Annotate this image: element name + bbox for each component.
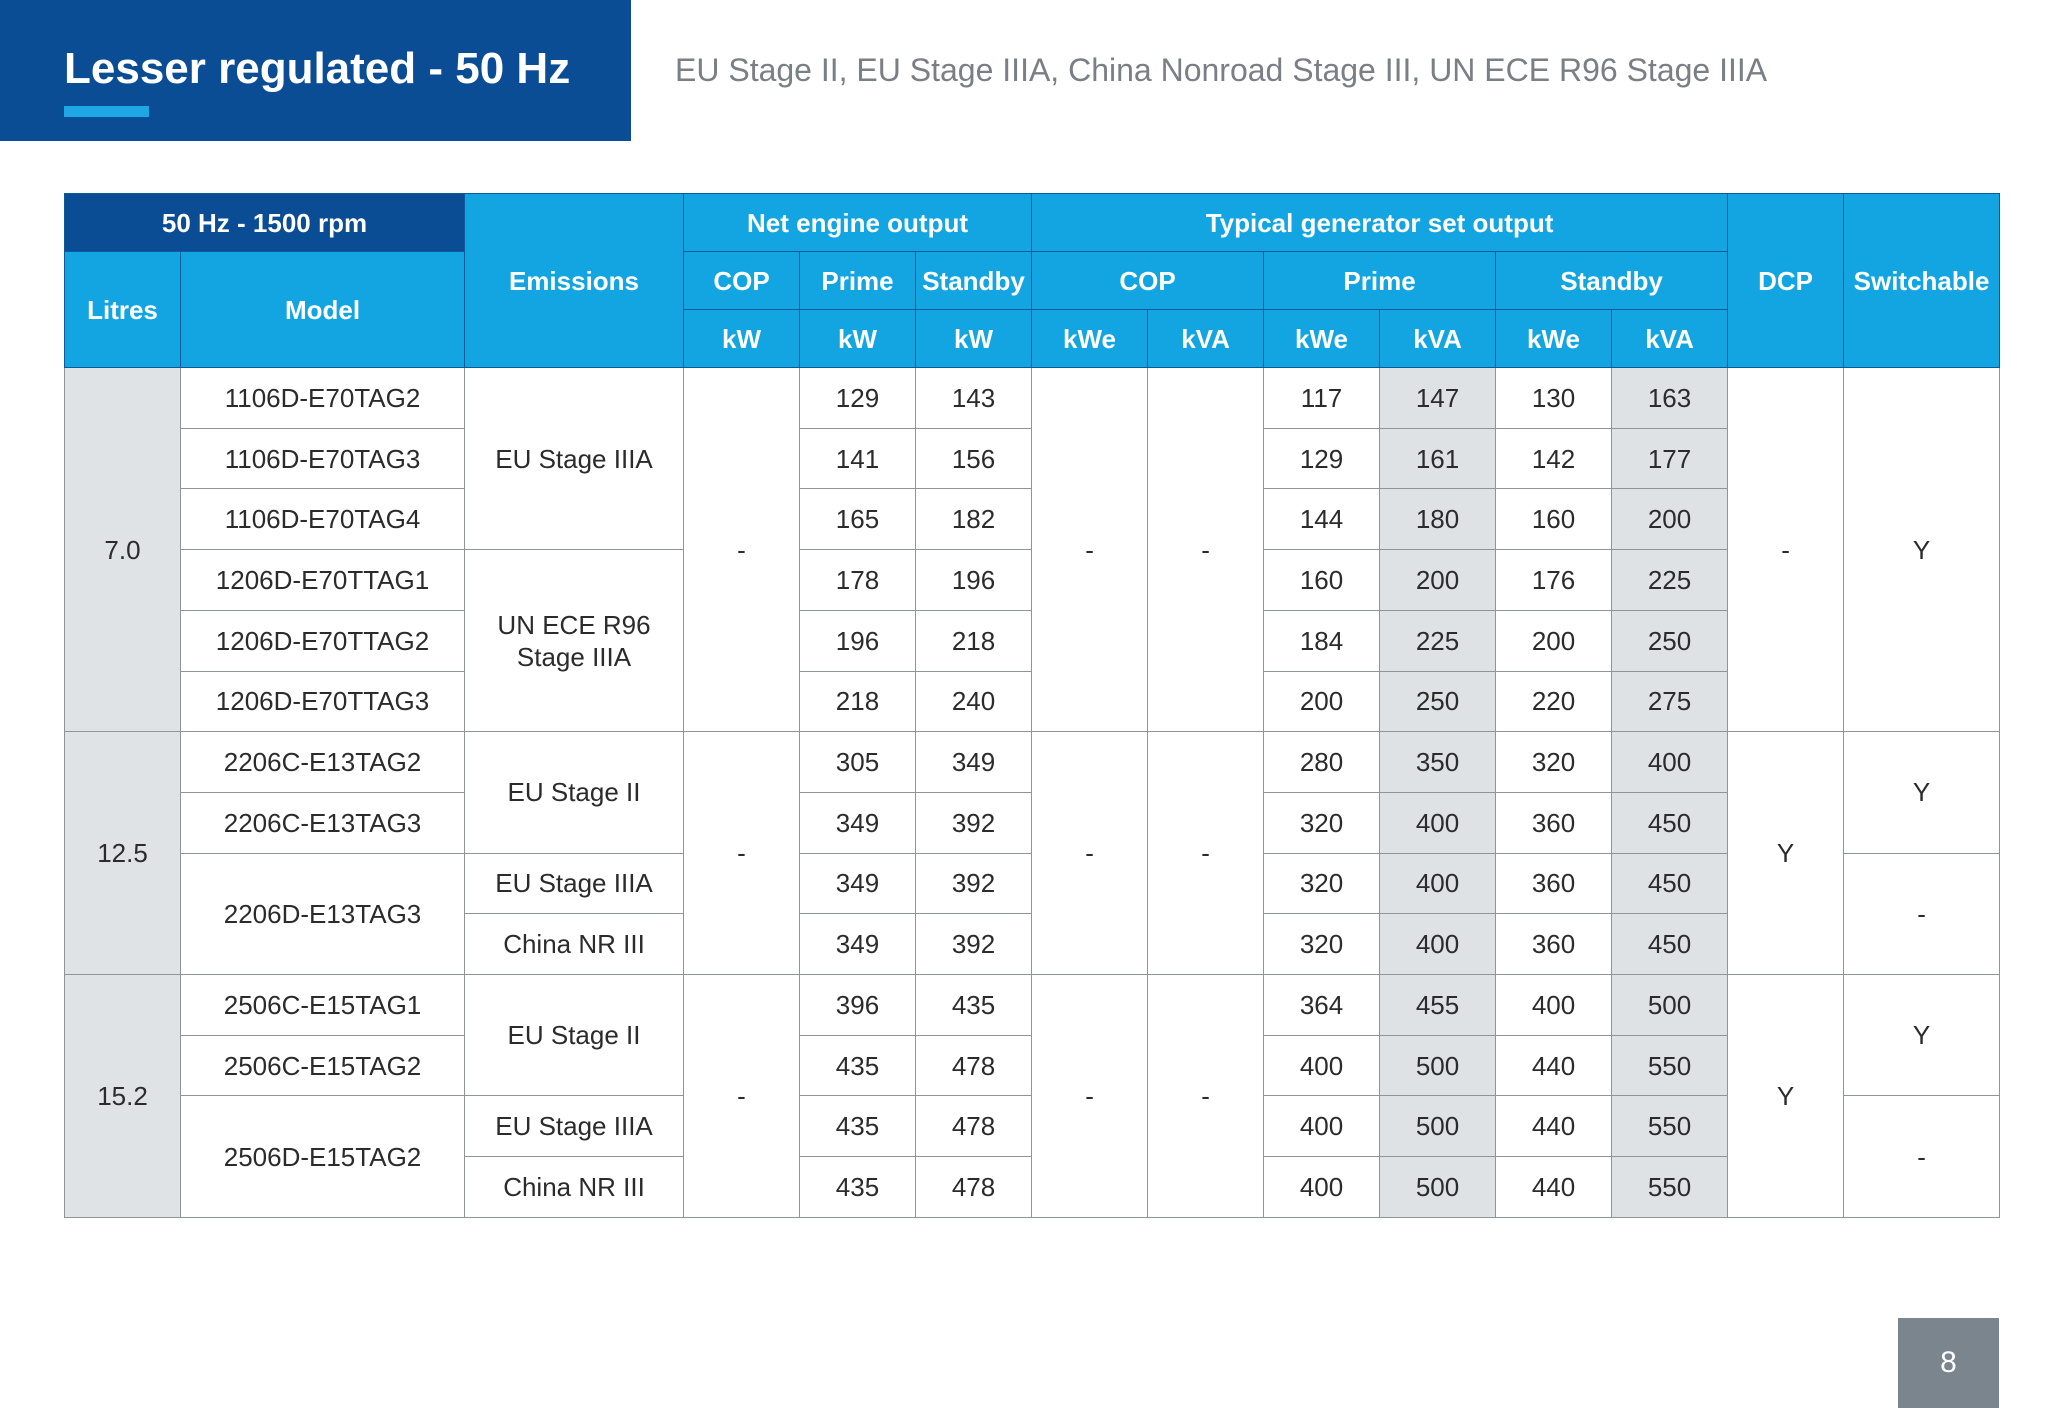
- engine-standby-kw-cell: 478: [916, 1035, 1032, 1096]
- switchable-cell: Y: [1844, 732, 2000, 853]
- engine-standby-kw-cell: 240: [916, 671, 1032, 732]
- dcp-cell: Y: [1728, 975, 1844, 1218]
- genset-standby-kwe-cell: 220: [1496, 671, 1612, 732]
- genset-standby-kwe-cell: 200: [1496, 610, 1612, 671]
- engine-prime-kw-cell: 349: [800, 792, 916, 853]
- title-accent-bar: [64, 106, 149, 117]
- genset-standby-kwe-cell: 360: [1496, 914, 1612, 975]
- switchable-cell: Y: [1844, 368, 2000, 732]
- genset-cop-kwe-cell: -: [1032, 975, 1148, 1218]
- engine-standby-kw-cell: 478: [916, 1096, 1032, 1157]
- genset-standby-kva-cell: 550: [1612, 1157, 1728, 1218]
- genset-standby-kva-cell: 550: [1612, 1096, 1728, 1157]
- engine-prime-kw-cell: 218: [800, 671, 916, 732]
- engine-prime-kw-cell: 178: [800, 550, 916, 611]
- engine-prime-kw-cell: 165: [800, 489, 916, 550]
- model-cell: 1206D-E70TTAG1: [181, 550, 465, 611]
- model-cell: 2506C-E15TAG1: [181, 975, 465, 1036]
- model-cell: 1106D-E70TAG2: [181, 368, 465, 429]
- litres-cell: 15.2: [65, 975, 181, 1218]
- emissions-text: UN ECE R96 Stage IIIA: [497, 609, 651, 672]
- unit-kva: kVA: [1380, 310, 1496, 368]
- engine-prime-kw-cell: 305: [800, 732, 916, 793]
- genset-standby-kva-cell: 250: [1612, 610, 1728, 671]
- engine-standby-kw-cell: 196: [916, 550, 1032, 611]
- genset-standby-kva-cell: 500: [1612, 975, 1728, 1036]
- page-subtitle: EU Stage II, EU Stage IIIA, China Nonroad Stage III, UN ECE R96 Stage IIIA: [675, 52, 1768, 88]
- engine-standby-kw-cell: 218: [916, 610, 1032, 671]
- genset-standby-kva-cell: 400: [1612, 732, 1728, 793]
- model-cell: 2506D-E15TAG2: [181, 1096, 465, 1218]
- genset-standby-kwe-cell: 360: [1496, 792, 1612, 853]
- model-cell: 1206D-E70TTAG2: [181, 610, 465, 671]
- emissions-cell: [465, 550, 684, 732]
- genset-prime-kwe-cell: 400: [1264, 1035, 1380, 1096]
- genset-prime-kwe-cell: 320: [1264, 792, 1380, 853]
- header-genset-cop: COP: [1032, 252, 1264, 310]
- engine-standby-kw-cell: 349: [916, 732, 1032, 793]
- genset-standby-kwe-cell: 130: [1496, 368, 1612, 429]
- switchable-cell: Y: [1844, 975, 2000, 1096]
- header-typical-genset-output: Typical generator set output: [1032, 194, 1728, 252]
- genset-standby-kwe-cell: 360: [1496, 853, 1612, 914]
- header-model: Model: [181, 252, 465, 368]
- model-cell: 2206D-E13TAG3: [181, 853, 465, 974]
- genset-prime-kva-cell: 500: [1380, 1035, 1496, 1096]
- genset-cop-kwe-cell: -: [1032, 368, 1148, 732]
- genset-standby-kwe-cell: 142: [1496, 428, 1612, 489]
- engine-cop-cell: -: [684, 368, 800, 732]
- genset-prime-kva-cell: 500: [1380, 1157, 1496, 1218]
- genset-prime-kwe-cell: 400: [1264, 1157, 1380, 1218]
- header-engine-standby: Standby: [916, 252, 1032, 310]
- engine-prime-kw-cell: 435: [800, 1157, 916, 1218]
- emissions-cell: EU Stage II: [465, 732, 684, 853]
- engine-prime-kw-cell: 435: [800, 1096, 916, 1157]
- engine-standby-kw-cell: 143: [916, 368, 1032, 429]
- engine-prime-kw-cell: 129: [800, 368, 916, 429]
- genset-standby-kva-cell: 550: [1612, 1035, 1728, 1096]
- unit-kwe: kWe: [1496, 310, 1612, 368]
- unit-kw: kW: [684, 310, 800, 368]
- dcp-cell: Y: [1728, 732, 1844, 975]
- title-banner: [0, 0, 631, 141]
- engine-prime-kw-cell: 349: [800, 914, 916, 975]
- genset-prime-kva-cell: 400: [1380, 792, 1496, 853]
- switchable-cell: -: [1844, 853, 2000, 974]
- table-row: [65, 732, 2000, 793]
- engine-spec-table: [64, 193, 2000, 1218]
- genset-prime-kwe-cell: 320: [1264, 853, 1380, 914]
- header-speed: 50 Hz - 1500 rpm: [65, 194, 465, 252]
- engine-prime-kw-cell: 141: [800, 428, 916, 489]
- header-switchable: Switchable: [1844, 194, 2000, 368]
- engine-prime-kw-cell: 396: [800, 975, 916, 1036]
- model-cell: 1106D-E70TAG4: [181, 489, 465, 550]
- emissions-cell: EU Stage II: [465, 975, 684, 1096]
- header-net-engine-output: Net engine output: [684, 194, 1032, 252]
- page-title: Lesser regulated - 50 Hz: [64, 44, 571, 93]
- engine-cop-cell: -: [684, 975, 800, 1218]
- engine-standby-kw-cell: 156: [916, 428, 1032, 489]
- emissions-cell: EU Stage IIIA: [465, 368, 684, 550]
- litres-cell: 7.0: [65, 368, 181, 732]
- genset-prime-kva-cell: 400: [1380, 914, 1496, 975]
- unit-kwe: kWe: [1264, 310, 1380, 368]
- genset-prime-kwe-cell: 160: [1264, 550, 1380, 611]
- genset-standby-kva-cell: 177: [1612, 428, 1728, 489]
- engine-standby-kw-cell: 182: [916, 489, 1032, 550]
- genset-cop-kwe-cell: -: [1032, 732, 1148, 975]
- engine-prime-kw-cell: 349: [800, 853, 916, 914]
- genset-standby-kva-cell: 450: [1612, 792, 1728, 853]
- genset-standby-kwe-cell: 320: [1496, 732, 1612, 793]
- genset-standby-kwe-cell: 160: [1496, 489, 1612, 550]
- model-cell: 1106D-E70TAG3: [181, 428, 465, 489]
- genset-prime-kwe-cell: 280: [1264, 732, 1380, 793]
- genset-prime-kwe-cell: 117: [1264, 368, 1380, 429]
- engine-prime-kw-cell: 196: [800, 610, 916, 671]
- genset-standby-kva-cell: 163: [1612, 368, 1728, 429]
- emissions-cell: China NR III: [465, 914, 684, 975]
- engine-standby-kw-cell: 392: [916, 914, 1032, 975]
- header-litres: Litres: [65, 252, 181, 368]
- genset-prime-kwe-cell: 200: [1264, 671, 1380, 732]
- header-engine-prime: Prime: [800, 252, 916, 310]
- engine-prime-kw-cell: 435: [800, 1035, 916, 1096]
- table-row: [65, 368, 2000, 429]
- genset-standby-kwe-cell: 440: [1496, 1096, 1612, 1157]
- genset-prime-kva-cell: 400: [1380, 853, 1496, 914]
- engine-cop-cell: -: [684, 732, 800, 975]
- genset-cop-kva-cell: -: [1148, 368, 1264, 732]
- model-cell: 1206D-E70TTAG3: [181, 671, 465, 732]
- genset-prime-kva-cell: 161: [1380, 428, 1496, 489]
- engine-standby-kw-cell: 392: [916, 853, 1032, 914]
- genset-prime-kva-cell: 350: [1380, 732, 1496, 793]
- engine-standby-kw-cell: 435: [916, 975, 1032, 1036]
- genset-standby-kva-cell: 275: [1612, 671, 1728, 732]
- header-genset-standby: Standby: [1496, 252, 1728, 310]
- litres-cell: 12.5: [65, 732, 181, 975]
- header-emissions: Emissions: [465, 194, 684, 368]
- model-cell: 2206C-E13TAG3: [181, 792, 465, 853]
- genset-prime-kva-cell: 225: [1380, 610, 1496, 671]
- genset-prime-kwe-cell: 320: [1264, 914, 1380, 975]
- genset-prime-kwe-cell: 364: [1264, 975, 1380, 1036]
- genset-standby-kva-cell: 200: [1612, 489, 1728, 550]
- dcp-cell: -: [1728, 368, 1844, 732]
- emissions-cell: EU Stage IIIA: [465, 1096, 684, 1157]
- emissions-cell: EU Stage IIIA: [465, 853, 684, 914]
- emissions-cell: China NR III: [465, 1157, 684, 1218]
- header-genset-prime: Prime: [1264, 252, 1496, 310]
- genset-prime-kwe-cell: 184: [1264, 610, 1380, 671]
- genset-prime-kwe-cell: 144: [1264, 489, 1380, 550]
- genset-prime-kwe-cell: 400: [1264, 1096, 1380, 1157]
- genset-standby-kva-cell: 450: [1612, 914, 1728, 975]
- genset-prime-kva-cell: 180: [1380, 489, 1496, 550]
- genset-cop-kva-cell: -: [1148, 732, 1264, 975]
- genset-standby-kwe-cell: 440: [1496, 1035, 1612, 1096]
- unit-kw: kW: [916, 310, 1032, 368]
- engine-standby-kw-cell: 392: [916, 792, 1032, 853]
- genset-prime-kwe-cell: 129: [1264, 428, 1380, 489]
- unit-kva: kVA: [1612, 310, 1728, 368]
- genset-prime-kva-cell: 250: [1380, 671, 1496, 732]
- genset-cop-kva-cell: -: [1148, 975, 1264, 1218]
- genset-standby-kwe-cell: 440: [1496, 1157, 1612, 1218]
- genset-standby-kwe-cell: 400: [1496, 975, 1612, 1036]
- genset-prime-kva-cell: 455: [1380, 975, 1496, 1036]
- model-cell: 2506C-E15TAG2: [181, 1035, 465, 1096]
- genset-prime-kva-cell: 147: [1380, 368, 1496, 429]
- model-cell: 2206C-E13TAG2: [181, 732, 465, 793]
- genset-prime-kva-cell: 200: [1380, 550, 1496, 611]
- switchable-cell: -: [1844, 1096, 2000, 1218]
- header-dcp: DCP: [1728, 194, 1844, 368]
- table-row: [65, 975, 2000, 1036]
- unit-kwe: kWe: [1032, 310, 1148, 368]
- header-engine-cop: COP: [684, 252, 800, 310]
- genset-prime-kva-cell: 500: [1380, 1096, 1496, 1157]
- unit-kw: kW: [800, 310, 916, 368]
- engine-standby-kw-cell: 478: [916, 1157, 1032, 1218]
- genset-standby-kwe-cell: 176: [1496, 550, 1612, 611]
- genset-standby-kva-cell: 450: [1612, 853, 1728, 914]
- unit-kva: kVA: [1148, 310, 1264, 368]
- genset-standby-kva-cell: 225: [1612, 550, 1728, 611]
- page-number: 8: [1898, 1318, 1999, 1408]
